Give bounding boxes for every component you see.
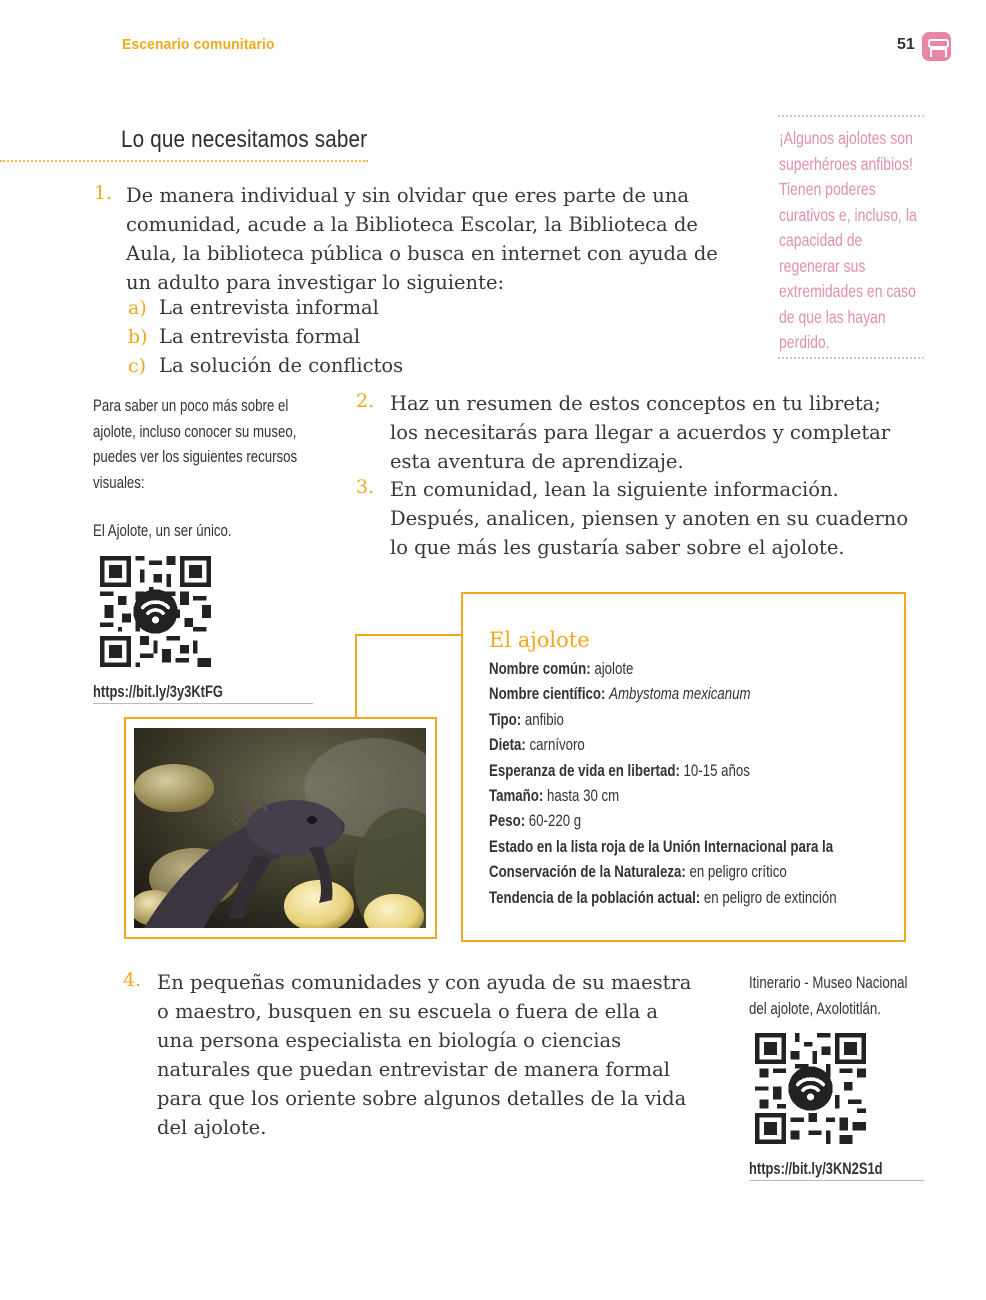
- step-4-text: En pequeñas comunidades y con ayuda de su maestra o maestro, busquen en su escuela o fuera de ella a una persona especialista en biología o ciencias naturales que puedan entrevistar de manera formal para que los oriente sobre algunos detalles de la vida del ajolote.: [157, 971, 692, 1139]
- info-label: Estado en la lista roja de la Unión Internacional para la: [489, 836, 834, 856]
- step-1-item-a-letter: a): [128, 297, 147, 319]
- step-1-item-a-text: La entrevista informal: [159, 296, 379, 319]
- resources-intro-text: Para saber un poco más sobre el ajolote, incluso conocer su museo, puedes ver los siguientes recursos visuales:: [93, 396, 298, 492]
- info-row-conservation: [489, 859, 856, 884]
- info-value: en peligro de extinción: [703, 887, 837, 907]
- info-value: carnívoro: [529, 735, 585, 755]
- info-row-common-name: [489, 656, 856, 681]
- title-underline-divider: [0, 160, 368, 162]
- header-emblem-icon: [922, 32, 951, 61]
- info-label: Peso:: [489, 811, 526, 831]
- step-3-text: En comunidad, lean la siguiente información. Después, analicen, piensen y anoten en su cuaderno lo que más les gustaría saber sobre el ajolote.: [390, 478, 909, 559]
- info-row-size: [489, 783, 856, 808]
- qr-2-label: Itinerario - Museo Nacional del ajolote, Axolotitlán.: [749, 973, 908, 1018]
- step-2-number: 2.: [356, 390, 375, 412]
- info-row-diet: [489, 732, 856, 757]
- connector-line: [355, 634, 461, 636]
- info-box-title: El ajolote: [489, 628, 590, 652]
- info-label: Tendencia de la población actual:: [489, 887, 701, 907]
- step-1-text: De manera individual y sin olvidar que eres parte de una comunidad, acude a la Biblioteca Escolar, la Biblioteca de Aula, la biblioteca pública o busca en internet con ayuda de un adulto para investigar lo siguiente:: [126, 184, 718, 294]
- info-row-population-trend: [489, 885, 856, 910]
- qr-code-icon[interactable]: [100, 556, 211, 667]
- info-value: 60-220 g: [528, 811, 582, 831]
- info-row-scientific-name: [489, 681, 856, 706]
- qr-1-label: El Ajolote, un ser único.: [93, 521, 232, 540]
- step-1-item-b-text: La entrevista formal: [159, 325, 361, 348]
- info-label: Esperanza de vida en libertad:: [489, 760, 680, 780]
- info-row-weight: [489, 808, 856, 833]
- info-row-lifespan: [489, 758, 856, 783]
- step-1-item-c-letter: c): [128, 355, 147, 377]
- info-value: en peligro crítico: [689, 862, 787, 882]
- info-label: Tamaño:: [489, 786, 544, 806]
- info-label: Conservación de la Naturaleza:: [489, 862, 686, 882]
- qr-1-link-underline: [93, 703, 313, 704]
- fun-fact-text: ¡Algunos ajolotes son superhéroes anfibios! Tienen poderes curativos e, incluso, la capacidad de regenerar sus extremidades en caso de que las hayan perdido.: [779, 128, 917, 352]
- info-value: ajolote: [594, 659, 634, 678]
- step-4-number: 4.: [123, 969, 142, 991]
- qr-2-link[interactable]: https://bit.ly/3KN2S1d: [749, 1159, 883, 1178]
- step-3-number: 3.: [356, 476, 375, 498]
- connector-line-vertical: [355, 634, 357, 718]
- info-box-list: [489, 656, 856, 910]
- axolotl-photo: [134, 728, 426, 928]
- info-label: Nombre científico:: [489, 684, 606, 704]
- header-section-label: Escenario comunitario: [122, 36, 275, 53]
- info-row-type: [489, 707, 856, 732]
- step-1-number: 1.: [94, 182, 113, 204]
- info-value: Ambystoma mexicanum: [609, 684, 751, 704]
- info-label: Tipo:: [489, 709, 522, 729]
- info-label: Nombre común:: [489, 659, 591, 678]
- qr-1-link[interactable]: https://bit.ly/3y3KtFG: [93, 682, 223, 701]
- info-value: 10-15 años: [683, 760, 750, 780]
- qr-code-icon[interactable]: [755, 1033, 866, 1144]
- step-1-item-c-text: La solución de conflictos: [159, 354, 404, 377]
- info-value: anfibio: [524, 709, 564, 729]
- info-value: hasta 30 cm: [546, 786, 620, 806]
- page-number: 51: [897, 36, 915, 53]
- step-2-text: Haz un resumen de estos conceptos en tu libreta; los necesitarás para llegar a acuerdos y completar esta aventura de aprendizaje.: [390, 392, 891, 473]
- info-row-red-list-heading: [489, 834, 856, 859]
- section-title: Lo que necesitamos saber: [121, 126, 368, 153]
- qr-2-link-underline: [749, 1180, 924, 1181]
- step-1-item-b-letter: b): [128, 326, 148, 348]
- info-label: Dieta:: [489, 735, 526, 755]
